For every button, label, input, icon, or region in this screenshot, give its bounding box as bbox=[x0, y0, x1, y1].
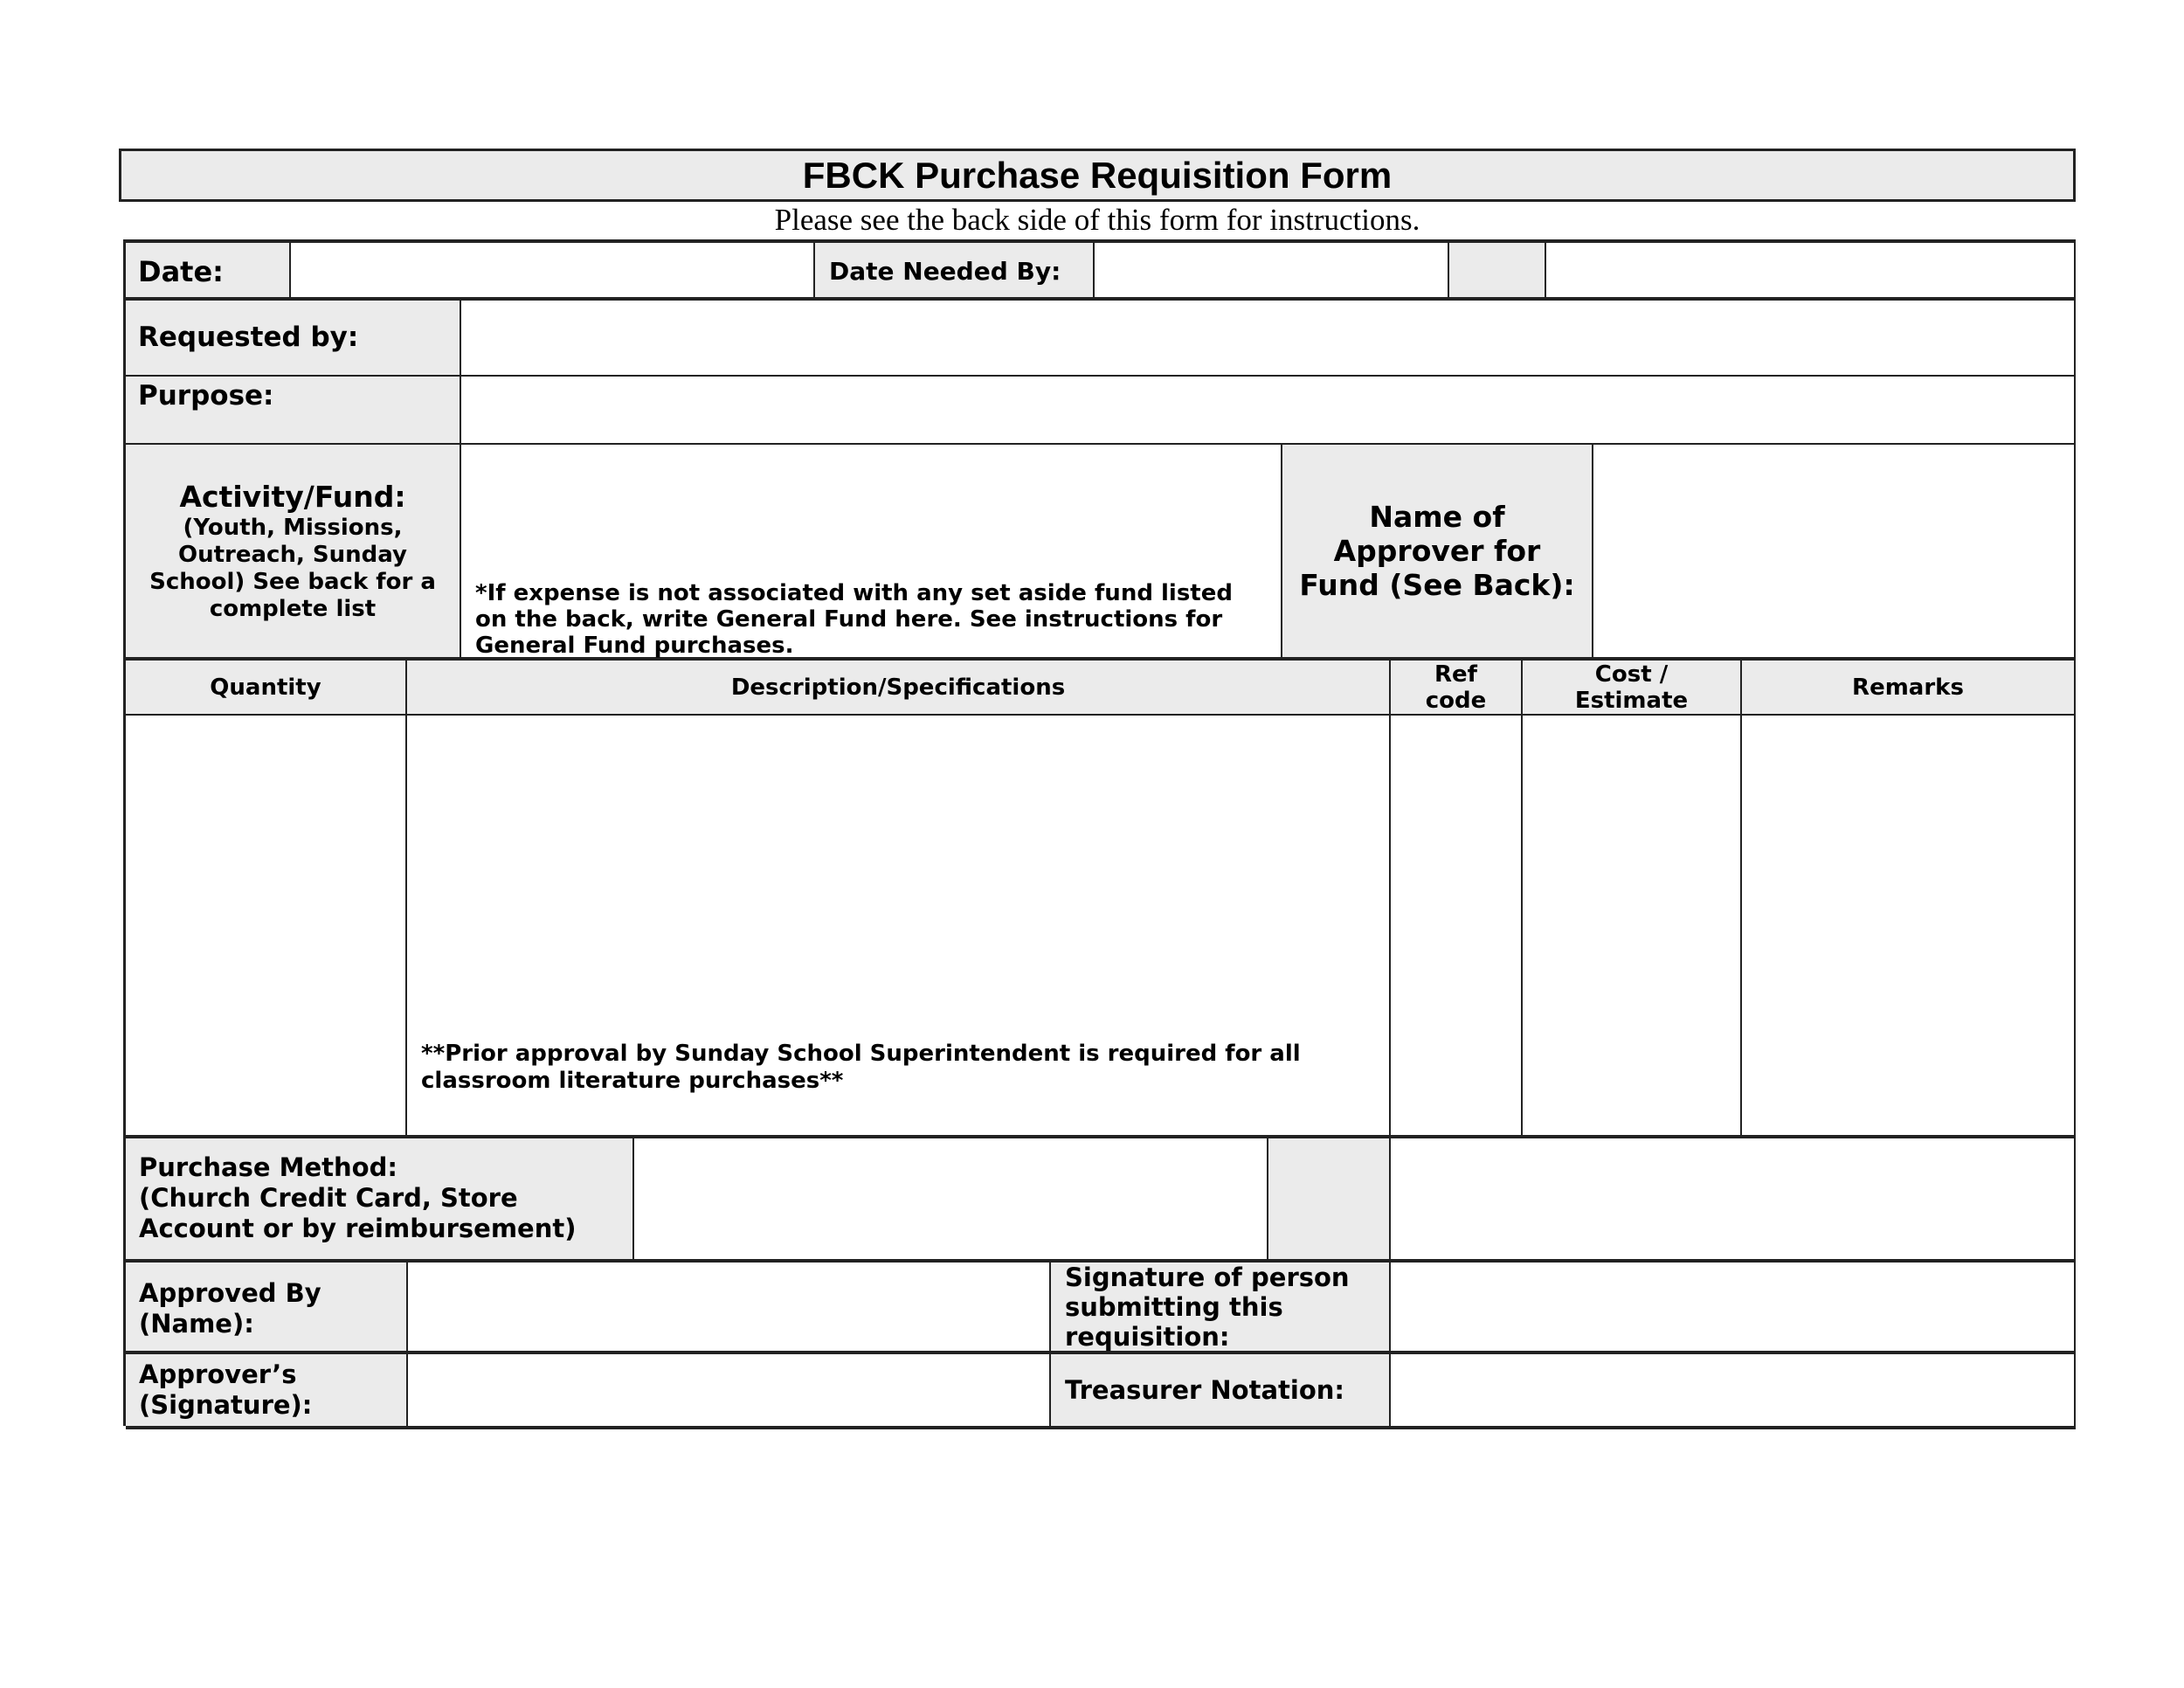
signature-label-cell bbox=[1051, 1263, 1391, 1354]
signature-field[interactable] bbox=[1391, 1263, 2076, 1354]
requested-by-label-cell bbox=[126, 301, 461, 377]
literature-approval-note: **Prior approval by Sunday School Superintendent is required for all classroom literature purchases** bbox=[421, 1041, 1301, 1094]
column-header-ref-code: Ref code bbox=[1391, 661, 1523, 716]
purchase-extra-field[interactable] bbox=[1391, 1138, 2076, 1263]
date-needed-label: Date Needed By: bbox=[829, 257, 1061, 286]
date-needed-field[interactable] bbox=[1095, 243, 1449, 301]
purpose-field[interactable] bbox=[461, 377, 2076, 445]
approver-signature-label: Approver’s (Signature): bbox=[139, 1359, 313, 1420]
approved-by-field[interactable] bbox=[408, 1263, 1051, 1354]
approver-fund-field[interactable] bbox=[1593, 445, 2076, 661]
approver-fund-label-cell bbox=[1282, 445, 1593, 661]
signature-label: Signature of person submitting this requisition: bbox=[1065, 1263, 1350, 1352]
activity-fund-note: *If expense is not associated with any set aside fund listed on the back, write General Fund here. See instructions for General Fund purchases. bbox=[475, 580, 1233, 659]
column-header-quantity: Quantity bbox=[126, 661, 407, 716]
treasurer-label: Treasurer Notation: bbox=[1065, 1375, 1345, 1405]
extra-field[interactable] bbox=[1546, 243, 2076, 301]
purchase-method-label: Purchase Method: bbox=[139, 1152, 397, 1182]
purchase-method-label-cell bbox=[126, 1138, 634, 1263]
approved-by-label-cell bbox=[126, 1263, 408, 1354]
date-label: Date: bbox=[138, 255, 224, 288]
approver-fund-label: Name of Approver for Fund (See Back): bbox=[1299, 500, 1575, 602]
form-title: FBCK Purchase Requisition Form bbox=[802, 154, 1393, 196]
column-header-remarks: Remarks bbox=[1742, 661, 2076, 716]
treasurer-label-cell bbox=[1051, 1354, 1391, 1429]
purpose-label-cell bbox=[126, 377, 461, 445]
approved-by-label: Approved By (Name): bbox=[139, 1278, 321, 1339]
date-needed-label-cell bbox=[815, 243, 1095, 301]
treasurer-field[interactable] bbox=[1391, 1354, 2076, 1429]
activity-fund-label: Activity/Fund: bbox=[179, 480, 406, 514]
activity-fund-hint: (Youth, Missions, Outreach, Sunday School) See back for a complete list bbox=[149, 515, 436, 622]
approver-signature-label-cell bbox=[126, 1354, 408, 1429]
blank-gray-cell bbox=[1449, 243, 1546, 301]
requested-by-field[interactable] bbox=[461, 301, 2076, 377]
activity-fund-field[interactable] bbox=[461, 445, 1282, 661]
column-header-cost-estimate: Cost / Estimate bbox=[1523, 661, 1742, 716]
activity-fund-label-cell bbox=[126, 445, 461, 661]
description-field[interactable] bbox=[407, 716, 1391, 1138]
date-label-cell bbox=[126, 243, 291, 301]
form-subtitle: Please see the back side of this form for instructions. bbox=[774, 203, 1420, 237]
column-header-description: Description/Specifications bbox=[407, 661, 1391, 716]
date-field[interactable] bbox=[291, 243, 815, 301]
requested-by-label: Requested by: bbox=[138, 322, 359, 353]
purchase-method-field[interactable] bbox=[634, 1138, 1268, 1263]
purchase-blank-gray-cell bbox=[1268, 1138, 1391, 1263]
requisition-form-table bbox=[123, 239, 2076, 1426]
ref-code-field[interactable] bbox=[1391, 716, 1523, 1138]
cost-estimate-field[interactable] bbox=[1523, 716, 1742, 1138]
approver-signature-field[interactable] bbox=[408, 1354, 1051, 1429]
remarks-field[interactable] bbox=[1742, 716, 2076, 1138]
form-title-bar bbox=[119, 149, 2076, 202]
quantity-field[interactable] bbox=[126, 716, 407, 1138]
purchase-method-hint: (Church Credit Card, Store Account or by reimbursement) bbox=[139, 1183, 577, 1243]
purpose-label: Purpose: bbox=[138, 380, 274, 412]
